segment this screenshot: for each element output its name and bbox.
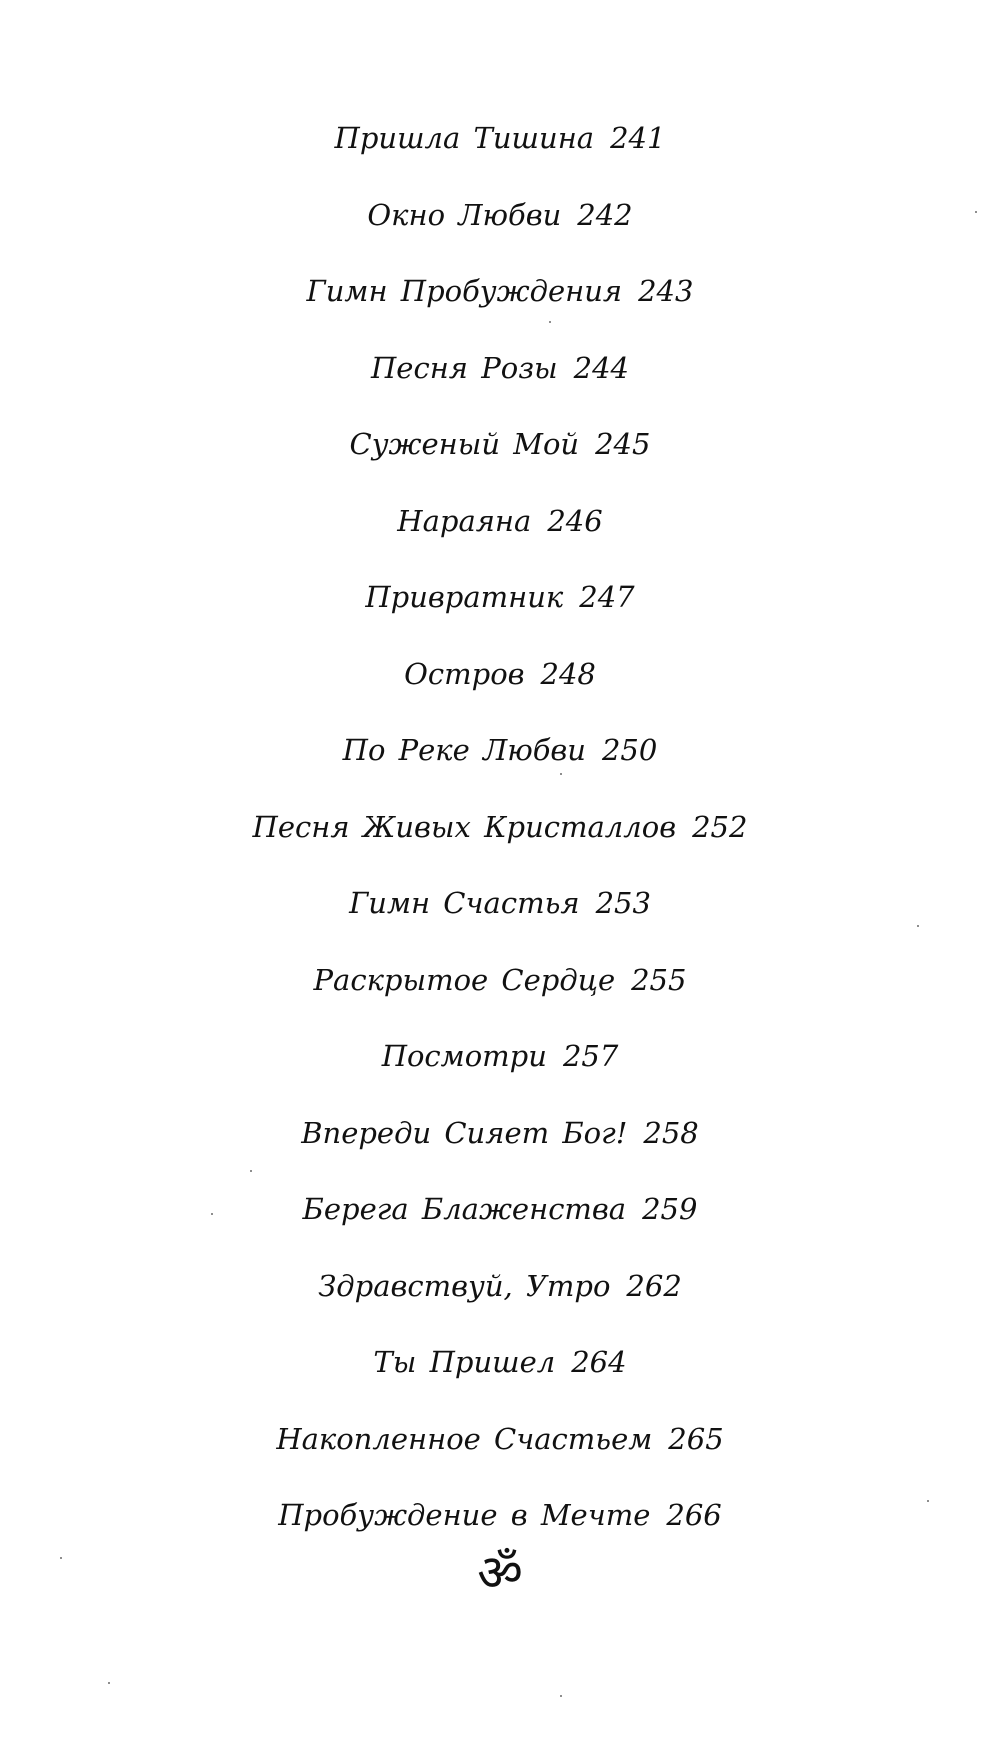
- toc-entry: [0, 338, 1000, 415]
- toc-entry-title: Суженый Мой: [349, 427, 580, 461]
- toc-entry-title: По Реке Любви: [342, 733, 586, 767]
- toc-entry: [0, 644, 1000, 721]
- toc-entry-title: Берега Блаженства: [302, 1192, 627, 1226]
- scan-speck: [250, 1170, 252, 1172]
- toc-entry-page: 257: [562, 1039, 619, 1073]
- toc-entry-page: 241: [610, 121, 666, 155]
- scan-speck: [549, 321, 551, 323]
- toc-entry-title: Гимн Счастья: [349, 886, 580, 920]
- toc-entry: [0, 797, 1000, 874]
- toc-entry: [0, 720, 1000, 797]
- toc-entry-page: 245: [595, 427, 651, 461]
- toc-entry-page: 253: [595, 886, 651, 920]
- toc-entry: [0, 1256, 1000, 1333]
- toc-entry: [0, 873, 1000, 950]
- toc-entry-title: Раскрытое Сердце: [313, 962, 616, 997]
- toc-entry: [0, 261, 1000, 338]
- toc-entry-page: 252: [692, 809, 748, 844]
- toc-entry-title: Посмотри: [381, 1039, 547, 1073]
- toc-entry-title: Остров: [404, 656, 525, 691]
- toc-entry: [0, 950, 1000, 1027]
- toc-entry-title: Ты Пришел: [373, 1345, 556, 1379]
- toc-entry-title: Нараяна: [397, 503, 532, 538]
- scan-speck: [917, 925, 919, 927]
- table-of-contents: [0, 108, 1000, 1562]
- scan-speck: [975, 211, 977, 213]
- toc-entry: [0, 1409, 1000, 1486]
- scan-speck: [108, 1682, 110, 1684]
- scan-speck: [560, 773, 562, 775]
- toc-entry-page: 258: [643, 1115, 699, 1150]
- toc-entry-page: 244: [573, 350, 629, 385]
- toc-entry: [0, 1026, 1000, 1103]
- toc-entry-page: 266: [666, 1498, 722, 1532]
- toc-entry-page: 255: [631, 962, 687, 997]
- toc-entry-title: Накопленное Счастьем: [276, 1421, 653, 1456]
- toc-entry-title: Гимн Пробуждения: [306, 274, 623, 308]
- toc-entry: [0, 185, 1000, 262]
- toc-entry: [0, 414, 1000, 491]
- toc-entry-title: Песня Живых Кристаллов: [252, 809, 677, 844]
- toc-entry-page: 248: [540, 656, 596, 691]
- toc-entry: [0, 1103, 1000, 1180]
- toc-entry: [0, 491, 1000, 568]
- toc-entry-title: Песня Розы: [371, 350, 558, 385]
- toc-entry-title: Пришла Тишина: [334, 121, 595, 155]
- toc-entry-title: Привратник: [365, 580, 564, 614]
- om-icon: ॐ: [477, 1544, 523, 1602]
- toc-entry-title: Здравствуй, Утро: [318, 1268, 611, 1303]
- toc-entry-page: 259: [642, 1192, 698, 1226]
- toc-entry: [0, 1332, 1000, 1409]
- scan-speck: [560, 1695, 562, 1697]
- toc-entry-page: 262: [626, 1268, 682, 1303]
- scan-speck: [60, 1557, 62, 1559]
- toc-entry-page: 247: [579, 580, 635, 614]
- toc-entry: [0, 1179, 1000, 1256]
- toc-entry-page: 243: [638, 274, 694, 308]
- toc-entry: [0, 567, 1000, 644]
- toc-entry-page: 242: [577, 197, 633, 232]
- toc-entry-page: 265: [668, 1421, 724, 1456]
- toc-entry-title: Впереди Сияет Бог!: [301, 1115, 628, 1150]
- toc-entry-page: 264: [571, 1345, 627, 1379]
- scan-speck: [211, 1213, 213, 1215]
- toc-entry-title: Пробуждение в Мечте: [278, 1498, 651, 1532]
- toc-entry: [0, 108, 1000, 185]
- toc-entry-title: Окно Любви: [367, 197, 562, 232]
- scan-speck: [927, 1500, 929, 1502]
- toc-entry-page: 250: [601, 733, 658, 767]
- toc-entry-page: 246: [547, 503, 603, 538]
